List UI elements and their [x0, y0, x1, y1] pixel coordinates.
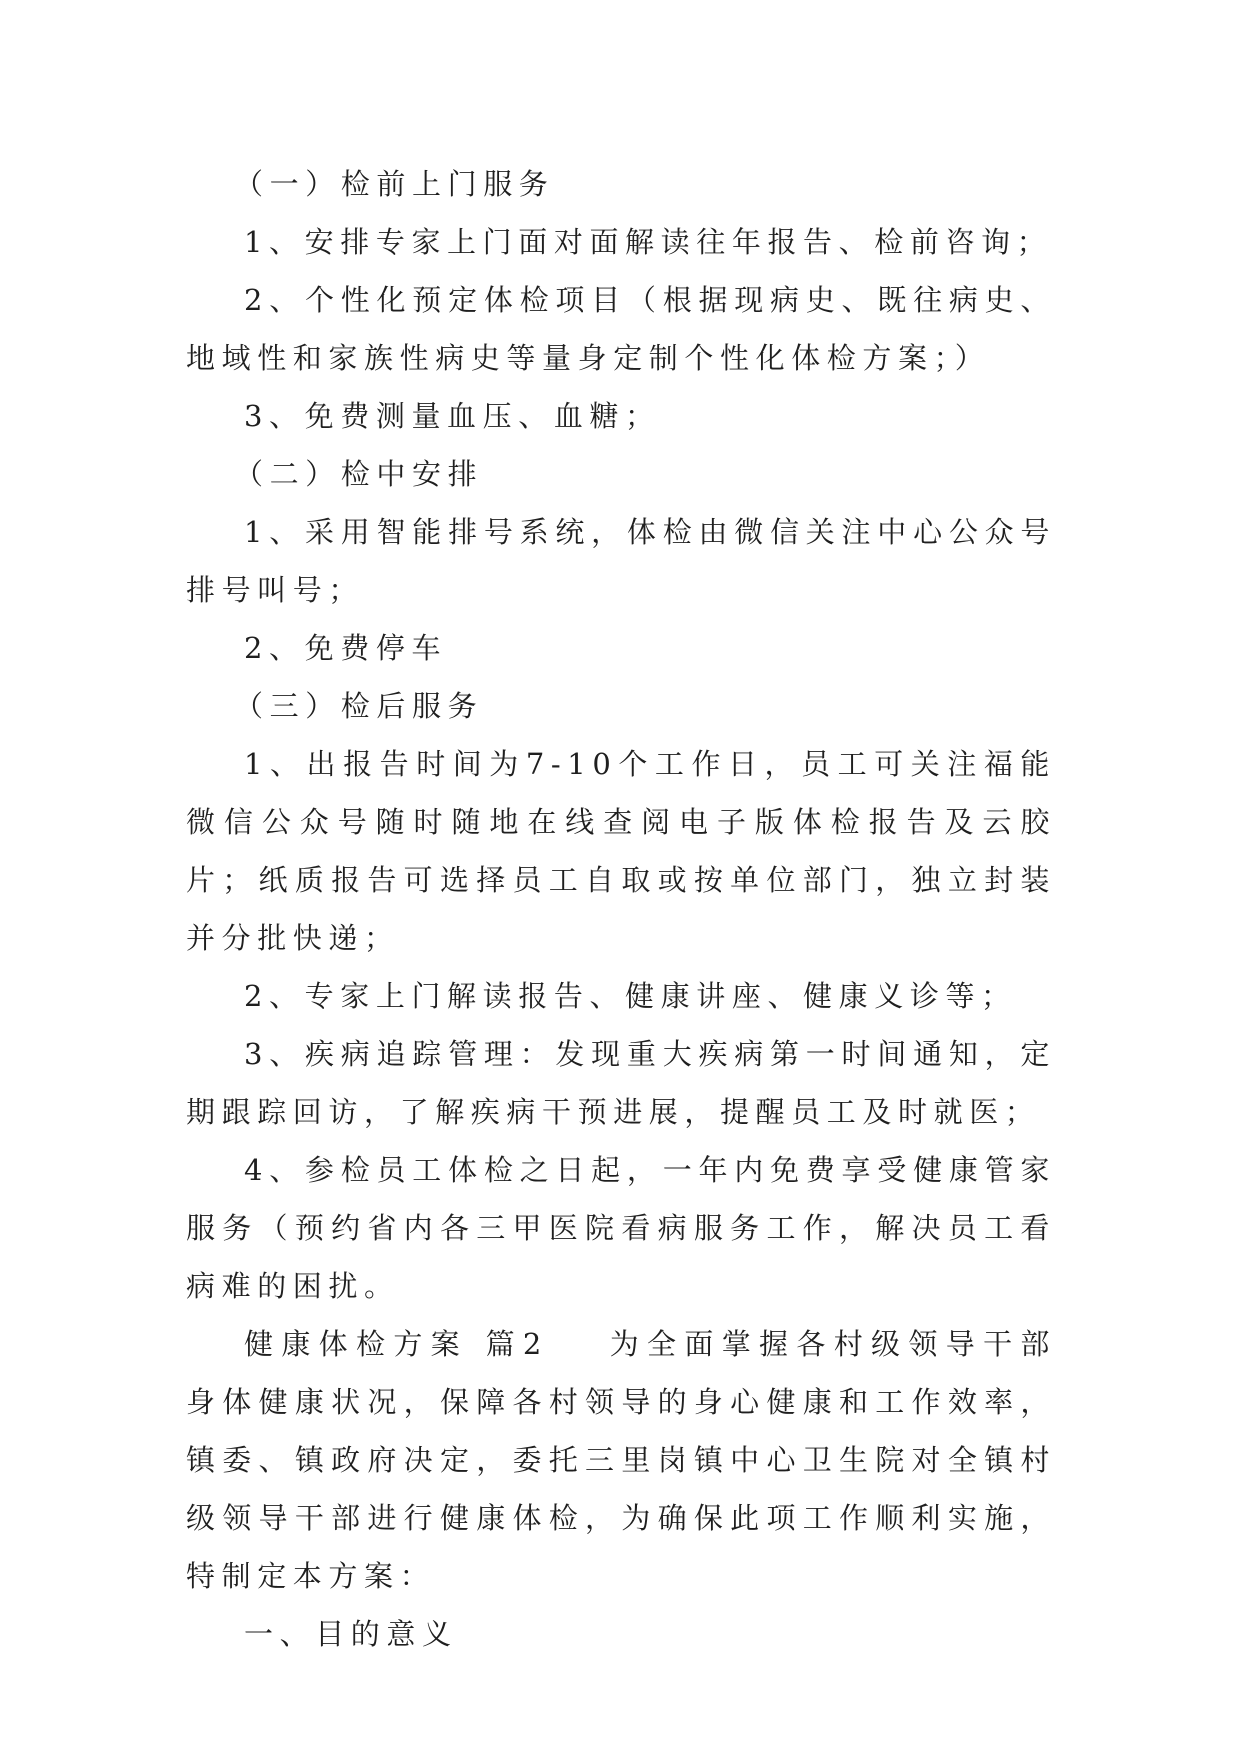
paragraph-report-time: 1、出报告时间为7-10个工作日，员工可关注福能微信公众号随时随地在线查阅电子版体检报告及云胶片；纸质报告可选择员工自取或按单位部门，独立封装并分批快递；	[186, 747, 1056, 955]
section-heading-during-exam: （二）检中安排	[234, 457, 484, 491]
paragraph-queue-system: 1、采用智能排号系统，体检由微信关注中心公众号排号叫号；	[186, 515, 1056, 607]
section-heading-post-exam: （三）检后服务	[234, 689, 484, 723]
paragraph-expert-report: 2、专家上门解读报告、健康讲座、健康义诊等；	[244, 979, 1017, 1013]
section-heading-pre-exam: （一）检前上门服务	[234, 167, 555, 201]
paragraph-free-parking: 2、免费停车	[244, 631, 448, 665]
paragraph-personalized-items: 2、个性化预定体检项目（根据现病史、既往病史、地域性和家族性病史等量身定制个性化体检方案；）	[186, 283, 1056, 375]
section-heading-purpose: 一、目的意义	[244, 1617, 458, 1651]
paragraph-free-measurement: 3、免费测量血压、血糖；	[244, 399, 661, 433]
paragraph-health-manager: 4、参检员工体检之日起，一年内免费享受健康管家服务（预约省内各三甲医院看病服务工作，解决员工看病难的困扰。	[186, 1153, 1056, 1303]
document-body	[186, 155, 1056, 1663]
paragraph-expert-consult: 1、安排专家上门面对面解读往年报告、检前咨询；	[244, 225, 1053, 259]
plan-2-body: 为全面掌握各村级领导干部身体健康状况，保障各村领导的身心健康和工作效率，镇委、镇政府决定，委托三里岗镇中心卫生院对全镇村级领导干部进行健康体检，为确保此项工作顺利实施，特制定本方案：	[186, 1327, 1057, 1593]
plan-2-heading: 健康体检方案 篇2	[244, 1327, 548, 1361]
paragraph-disease-tracking: 3、疾病追踪管理：发现重大疾病第一时间通知，定期跟踪回访，了解疾病干预进展，提醒员工及时就医；	[186, 1037, 1056, 1129]
paragraph-plan-2	[186, 1315, 1056, 1605]
